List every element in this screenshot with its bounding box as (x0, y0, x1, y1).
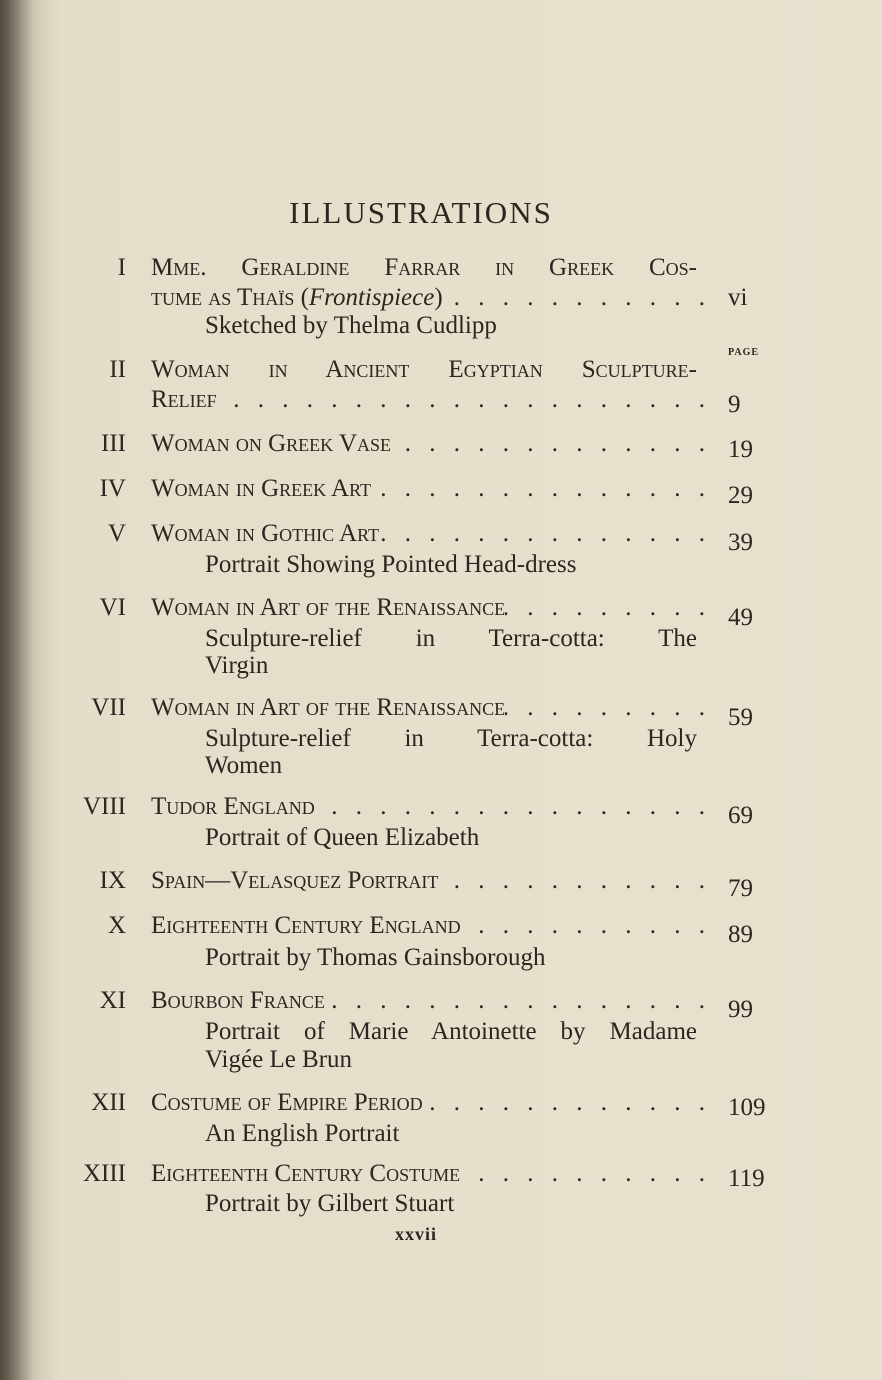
entry-page: 19 (728, 436, 753, 463)
entry-title-continued: tume as Thaïs (Frontispiece) . . . (151, 284, 697, 312)
entry-page: 99 (728, 996, 753, 1023)
entry-subtitle: Sculpture-relief in Terra-cotta: The (205, 625, 697, 652)
entry-subtitle: An English Portrait (205, 1120, 400, 1147)
entry-subtitle: Vigée Le Brun (205, 1046, 353, 1073)
entry-page: 39 (728, 529, 753, 556)
entry-title: Costume of Empire Period . . . (151, 1089, 697, 1117)
entry-subtitle: Sulpture-relief in Terra-cotta: Holy (205, 725, 697, 752)
entry-number: VIII (82, 793, 126, 820)
entry-number: IX (99, 867, 126, 894)
entry-title: Mme. Geraldine Farrar in Greek Cos- (151, 254, 697, 281)
entry-number: X (107, 912, 126, 939)
entry-title: Woman on Greek Vase . . . (151, 430, 697, 458)
entry-subtitle: Portrait Showing Pointed Head-dress (205, 551, 577, 578)
entry-page: 109 (728, 1094, 766, 1121)
page-title: ILLUSTRATIONS (289, 195, 553, 230)
entry-number: VII (91, 694, 126, 721)
entry-title: Woman in Greek Art . . . (151, 475, 697, 503)
entry-number: IV (99, 475, 126, 502)
entry-title: Woman in Art of the Renaissance . . . (151, 594, 697, 622)
entry-subtitle: Sketched by Thelma Cudlipp (205, 312, 497, 339)
entry-page: 79 (728, 875, 753, 902)
entry-page: vi (728, 284, 748, 311)
entry-subtitle: Portrait of Queen Elizabeth (205, 824, 480, 851)
entry-subtitle: Portrait by Gilbert Stuart (205, 1190, 455, 1217)
entry-title-continued: Relief . . . (151, 386, 697, 414)
entry-title: Woman in Gothic Art . . . (151, 520, 697, 548)
entry-number: II (109, 356, 126, 383)
entry-page: 49 (728, 604, 753, 631)
entry-number: V (107, 520, 126, 547)
entry-subtitle: Virgin (205, 652, 269, 679)
entry-subtitle: Portrait by Thomas Gainsborough (205, 944, 546, 971)
entry-title: Eighteenth Century Costume . . . (151, 1160, 697, 1188)
entry-number: VI (99, 594, 126, 621)
entry-title: Spain—Velasquez Portrait . . . (151, 867, 697, 895)
entry-number: XI (99, 987, 126, 1014)
entry-title: Bourbon France . . . (151, 987, 697, 1015)
entry-page: 59 (728, 704, 753, 731)
entry-number: XII (91, 1089, 126, 1116)
entry-title: Woman in Ancient Egyptian Sculpture- (151, 356, 697, 383)
page-column-label: PAGE (728, 347, 760, 358)
entry-number: I (117, 254, 126, 281)
entry-page: 89 (728, 921, 753, 948)
entry-page: 29 (728, 482, 753, 509)
entry-title: Tudor England . . . (151, 793, 697, 821)
entry-title: Woman in Art of the Renaissance . . . (151, 694, 697, 722)
entry-page: 119 (728, 1165, 765, 1192)
entry-number: III (101, 430, 126, 457)
entry-number: XIII (82, 1160, 126, 1187)
entry-title: Eighteenth Century England . . . (151, 912, 697, 940)
page-folio: xxvii (394, 1224, 437, 1244)
entry-subtitle: Portrait of Marie Antoinette by Madame (205, 1018, 697, 1045)
frontispiece-note: Frontispiece (308, 284, 435, 311)
entry-page: 69 (728, 802, 753, 829)
entry-subtitle: Women (205, 752, 283, 779)
entry-page: 9 (728, 391, 741, 418)
